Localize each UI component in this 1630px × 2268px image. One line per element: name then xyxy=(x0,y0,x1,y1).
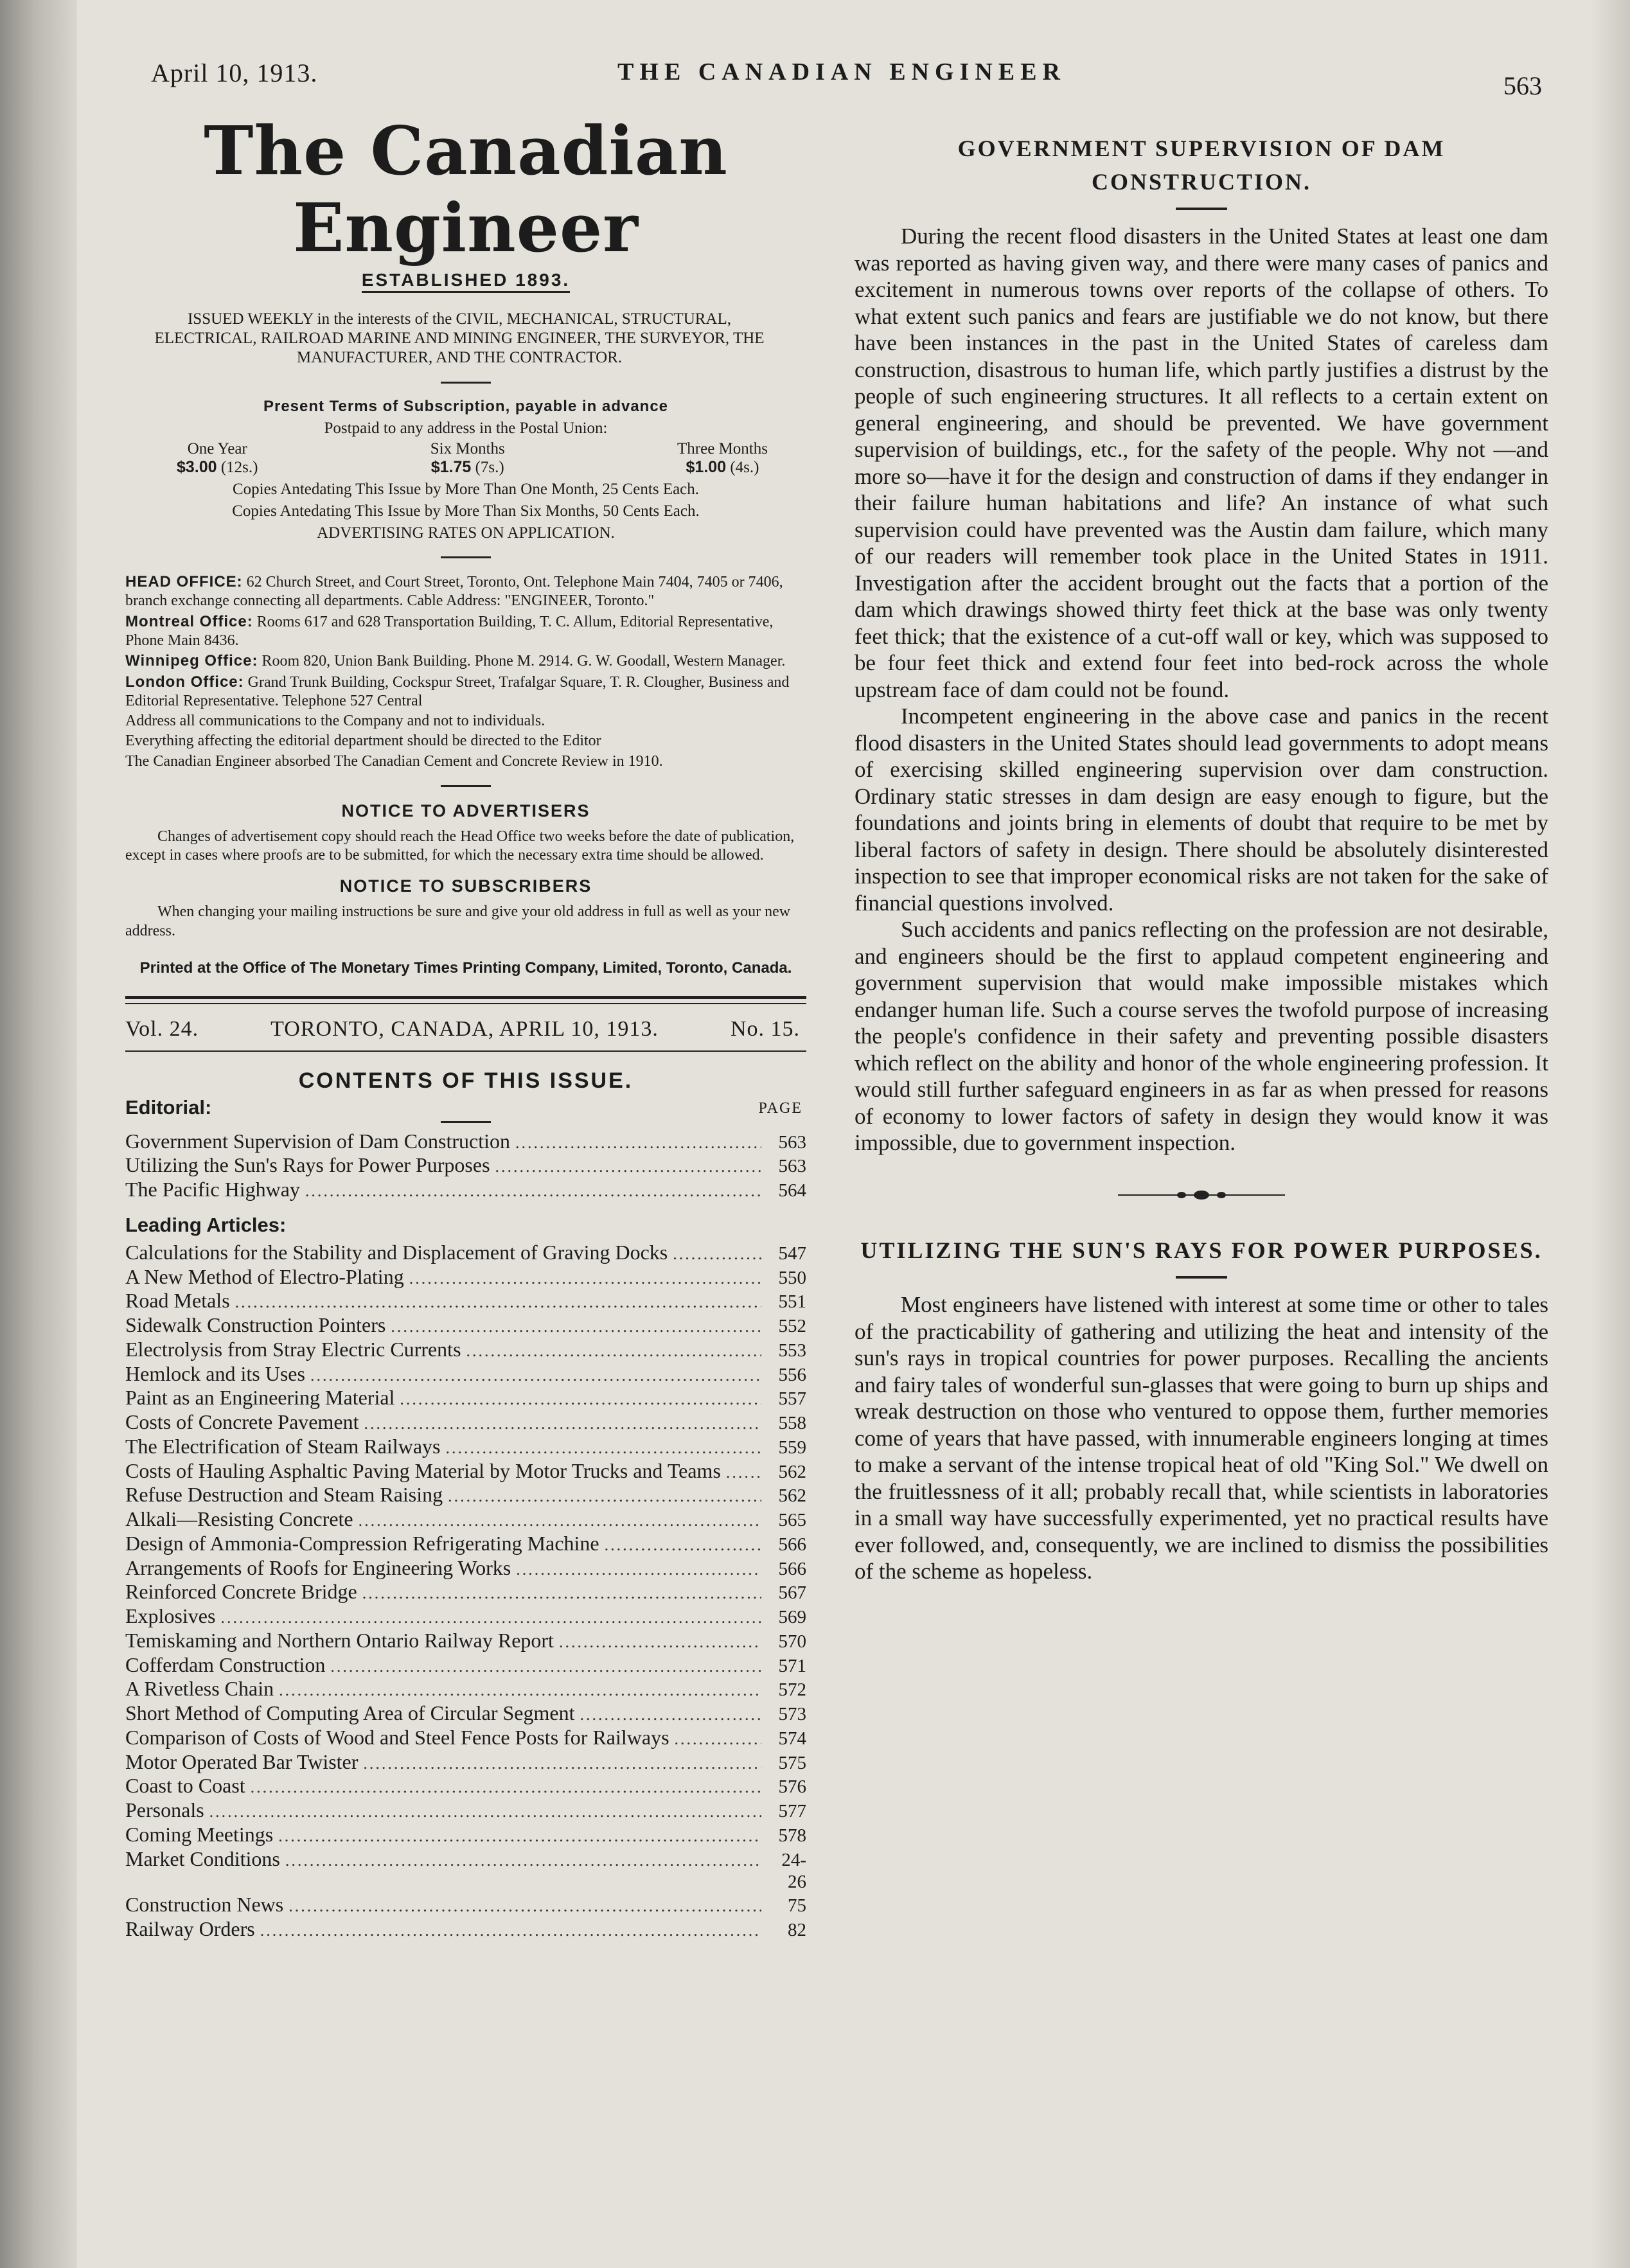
running-head xyxy=(128,54,1555,100)
office-entry: Montreal Office: Rooms 617 and 628 Transportation Building, T. C. Allum, Editorial Representative, Phone Main 8436. xyxy=(125,612,774,649)
notice-subscribers-heading: NOTICE TO SUBSCRIBERS xyxy=(339,876,592,896)
contents-entry-page: 553 xyxy=(778,1340,806,1361)
contents-entry xyxy=(125,1483,806,1507)
contents-entry-page: 562 xyxy=(778,1461,806,1482)
divider xyxy=(441,556,491,558)
contents-entry-page: 563 xyxy=(778,1156,806,1177)
contents-entry xyxy=(125,1823,806,1847)
leader-dots xyxy=(285,1851,761,1871)
contents-entry-page: 564 xyxy=(778,1180,806,1201)
contents-entry-page: 577 xyxy=(778,1801,806,1821)
leader-dots xyxy=(409,1269,761,1289)
contents-entry-title: Utilizing the Sun's Rays for Power Purposes xyxy=(125,1153,490,1177)
leader-dots xyxy=(330,1657,761,1677)
contents-entry xyxy=(125,1917,806,1942)
contents-entry xyxy=(125,1313,806,1338)
contents-entry-title: Calculations for the Stability and Displacement of Graving Docks xyxy=(125,1240,668,1264)
contents-entry-title: Alkali—Resisting Concrete xyxy=(125,1507,353,1530)
contents-entry xyxy=(125,1459,806,1484)
article-body xyxy=(855,223,1548,1156)
double-rule xyxy=(125,996,806,1004)
contents-entry-page: 570 xyxy=(778,1631,806,1652)
contents-entry xyxy=(125,1178,806,1202)
contents-entry-title: Comparison of Costs of Wood and Steel Fence Posts for Railways xyxy=(125,1725,669,1749)
divider xyxy=(1176,208,1227,210)
leading-articles-list xyxy=(125,1241,806,1942)
notice-advertisers-body: Changes of advertisement copy should reach the Head Office two weeks before the date of publication, except in cases where proofs are to be submitted, for which the necessary extra time should be allowed. xyxy=(125,828,795,864)
ornament-divider xyxy=(1118,1189,1285,1201)
book-gutter xyxy=(0,0,77,2268)
leader-dots xyxy=(675,1730,761,1750)
established-line xyxy=(125,270,806,290)
contents-entry-title: Construction News xyxy=(125,1892,284,1916)
contents-entry xyxy=(125,1338,806,1362)
contents-title: CONTENTS OF THIS ISSUE. xyxy=(298,1068,633,1093)
contents-entry-page: 576 xyxy=(778,1776,806,1798)
contents-entry-page: 557 xyxy=(778,1388,806,1410)
contents-entry-title: Refuse Destruction and Steam Raising xyxy=(125,1483,443,1507)
printer-line: Printed at the Office of The Monetary Times Printing Company, Limited, Toronto, Canada. xyxy=(139,959,792,977)
contents-entry-page: 556 xyxy=(778,1364,806,1385)
price-six-months: Six Months $1.75 (7s.) xyxy=(430,440,505,477)
contents-entry xyxy=(125,1750,806,1775)
contents-entry-title: Electrolysis from Stray Electric Currents xyxy=(125,1337,461,1361)
contents-entry-page: 75 xyxy=(788,1895,806,1916)
office-note: Everything affecting the editorial department should be directed to the Editor xyxy=(125,732,601,750)
contents-entry-page: 566 xyxy=(778,1534,806,1555)
contents-entry-title: A Rivetless Chain xyxy=(125,1677,274,1701)
contents-entry-page: 550 xyxy=(778,1267,806,1288)
contents-entry-page: 562 xyxy=(778,1485,806,1507)
contents-entry-page: 573 xyxy=(778,1704,806,1724)
contents-entry xyxy=(125,1847,806,1893)
contents-entry xyxy=(125,1701,806,1726)
contents-entry-page: 569 xyxy=(778,1607,806,1627)
contents-entry xyxy=(125,1410,806,1435)
leader-dots xyxy=(446,1439,762,1458)
article-paragraph: Most engineers have listened with interest at some time or other to tales of the practicability of gathering and utilizing the heat and intensity of the sun's rays in tropical countries for power purposes. Recalling the ancients and fairy tales of wonderful sun-glasses that were going to burn up ships and wreak destruction on those who ventured to oppose them, further memories come of years that have passed, with innumerable engineers longing at times to make a servant of the intense tropical heat of old "King Sol." We dwell on the fruitlessness of it all; probably recall that, while scientists in laboratories in a small way have successfully experimented, yet no practical results have ever followed, and, consequently, we are inclined to dismiss the possibilities of the scheme as hopeless. xyxy=(855,1292,1548,1584)
leader-dots xyxy=(495,1157,761,1177)
postpaid-line: Postpaid to any address in the Postal Union: xyxy=(324,420,608,438)
office-note: Address all communications to the Company and not to individuals. xyxy=(125,713,545,730)
price-three-months: Three Months $1.00 (4s.) xyxy=(677,440,768,477)
leader-dots xyxy=(260,1921,761,1941)
contents-entry-page: 24-26 xyxy=(781,1849,806,1892)
article-heading: UTILIZING THE SUN'S RAYS FOR POWER PURPOSES. xyxy=(860,1237,1543,1263)
contents-entry xyxy=(125,1289,806,1313)
right-column xyxy=(855,132,1548,1585)
contents-entry xyxy=(125,1130,806,1154)
leader-dots xyxy=(310,1366,761,1386)
page-edge xyxy=(1591,0,1630,2268)
contents-entry-title: Sidewalk Construction Pointers xyxy=(125,1313,386,1336)
editorial-contents-list xyxy=(125,1130,806,1202)
leader-dots xyxy=(364,1414,761,1434)
leader-dots xyxy=(288,1897,761,1917)
article-heading: GOVERNMENT SUPERVISION OF DAM CONSTRUCTION. xyxy=(957,136,1446,195)
contents-entry-title: Government Supervision of Dam Construction xyxy=(125,1129,511,1153)
issue-place-date: TORONTO, CANADA, APRIL 10, 1913. xyxy=(270,1016,659,1041)
running-head-title: THE CANADIAN ENGINEER xyxy=(617,58,1066,85)
running-head-date: April 10, 1913. xyxy=(151,58,318,87)
page-number: 563 xyxy=(1503,71,1542,100)
contents-entry-title: Market Conditions xyxy=(125,1847,280,1870)
contents-entry xyxy=(125,1604,806,1629)
leader-dots xyxy=(673,1245,761,1264)
leader-dots xyxy=(279,1681,761,1701)
office-entry: HEAD OFFICE: 62 Church Street, and Court Street, Toronto, Ont. Telephone Main 7404, 7405 or 7406, branch exchange connecting all departments. Cable Address: "ENGINEER, Toronto." xyxy=(125,573,783,610)
article-paragraph: During the recent flood disasters in the United States at least one dam was reported as having given way, and there were many cases of panics and excitement in numerous towns over reports of the collapse of others. To what extent such panics and fears are justifiable we do not know, but there have been instances in the past in the United States of careless dam construction, disastrous to human life, which partly justifies a distrust by the people of such engineering structures. It all reflects to a certain extent on general engineering, and should be prevented. We have government supervision of buildings, etc., for the safety of the people. Why not —and more so—have it for the design and construction of dams if they endanger in their failure human habitations and life? An instance of what such supervision could have prevented was the Austin dam failure, which many of our readers will remember took place in the United States in 1911. Investigation after the accident brought out the facts that a portion of the dam which drawings showed thirty feet thick at the base was only twenty feet thick; that the existence of a cut-off wall or key, which was supposed to be four feet thick and extend four feet into bed-rock across the whole upstream face of dam could not be found. xyxy=(855,224,1548,702)
contents-entry-title: Explosives xyxy=(125,1604,216,1627)
volume-number: Vol. 24. xyxy=(125,1016,199,1041)
leader-dots xyxy=(580,1705,761,1725)
contents-entry-page: 551 xyxy=(778,1291,806,1313)
contents-entry xyxy=(125,1153,806,1178)
leader-dots xyxy=(363,1754,761,1774)
contents-entry xyxy=(125,1241,806,1265)
contents-entry xyxy=(125,1362,806,1386)
contents-entry xyxy=(125,1629,806,1653)
contents-entry-title: Coming Meetings xyxy=(125,1822,274,1846)
leader-dots xyxy=(251,1778,761,1798)
contents-entry-title: Motor Operated Bar Twister xyxy=(125,1750,359,1773)
divider xyxy=(441,382,491,384)
page-column-heading: PAGE xyxy=(758,1099,802,1117)
contents-entry-title: Road Metals xyxy=(125,1289,230,1313)
contents-entry-title: Personals xyxy=(125,1798,204,1821)
contents-entry-title: Hemlock and its Uses xyxy=(125,1361,305,1385)
contents-entry-title: Coast to Coast xyxy=(125,1774,245,1798)
divider xyxy=(1176,1276,1227,1279)
article-paragraph: Such accidents and panics reflecting on the profession are not desirable, and engineers should be the first to applaud competent engineering and government supervision that would make impossible mistakes which endanger human life. Such a course serves the twofold purpose of increasing the people's confidence in their safety and preventing possible disasters which reflect on the ability and honor of the whole engineering profession. It would still further safeguard engineers in as far as when pressed for reasons of economy to lower factors of safety in design they would know it was impossible, due to government inspection. xyxy=(855,917,1548,1156)
leader-dots xyxy=(605,1536,761,1555)
contents-entry-page: 565 xyxy=(778,1510,806,1530)
office-note: The Canadian Engineer absorbed The Canadian Cement and Concrete Review in 1910. xyxy=(125,752,663,770)
issue-number: No. 15. xyxy=(730,1016,800,1041)
issued-statement: ISSUED WEEKLY in the interests of the CIVIL, MECHANICAL, STRUCTURAL, ELECTRICAL, RAILROAD MARINE AND MINING ENGINEER, THE SURVEYOR, THE MANUFACTURER, AND THE CONTRACTOR. xyxy=(154,310,765,367)
contents-entry xyxy=(125,1580,806,1604)
contents-entry xyxy=(125,1386,806,1410)
contents-entry-page: 575 xyxy=(778,1752,806,1773)
contents-entry-title: A New Method of Electro-Plating xyxy=(125,1264,404,1288)
established-text: ESTABLISHED 1893. xyxy=(362,270,570,293)
leader-dots xyxy=(516,1560,761,1580)
divider xyxy=(441,785,491,787)
article-body xyxy=(855,1291,1548,1585)
contents-entry-page: 552 xyxy=(778,1316,806,1336)
leader-dots xyxy=(362,1584,761,1604)
advertising-rates: ADVERTISING RATES ON APPLICATION. xyxy=(317,524,615,542)
leader-dots xyxy=(726,1463,761,1483)
contents-entry-title: Railway Orders xyxy=(125,1917,255,1940)
office-entry: Winnipeg Office: Room 820, Union Bank Building. Phone M. 2914. G. W. Goodall, Western Manager. xyxy=(125,652,786,670)
contents-entry-title: Design of Ammonia-Compression Refrigerating Machine xyxy=(125,1531,599,1555)
contents-entry-title: Short Method of Computing Area of Circular Segment xyxy=(125,1701,575,1724)
leader-dots xyxy=(235,1293,761,1313)
contents-entry xyxy=(125,1435,806,1459)
contents-entry xyxy=(125,1265,806,1289)
contents-entry xyxy=(125,1726,806,1750)
contents-entry xyxy=(125,1532,806,1556)
office-entry: London Office: Grand Trunk Building, Cockspur Street, Trafalgar Square, T. R. Clougher, Business and Editorial Representative. Telephone 527 Central xyxy=(125,673,790,709)
contents-entry-page: 558 xyxy=(778,1413,806,1433)
contents-entry-title: The Electrification of Steam Railways xyxy=(125,1434,441,1458)
editorial-heading: Editorial: xyxy=(125,1095,212,1119)
subscription-prices xyxy=(125,440,806,477)
contents-entry xyxy=(125,1893,806,1917)
contents-entry-page: 563 xyxy=(778,1131,806,1153)
contents-entry-page: 571 xyxy=(778,1655,806,1676)
leader-dots xyxy=(448,1487,761,1507)
leader-dots xyxy=(305,1182,761,1201)
leader-dots xyxy=(515,1133,761,1153)
leader-dots xyxy=(559,1633,761,1652)
notice-advertisers-heading: NOTICE TO ADVERTISERS xyxy=(341,801,590,820)
contents-entry xyxy=(125,1556,806,1581)
contents-entry-page: 574 xyxy=(778,1728,806,1749)
leader-dots xyxy=(209,1802,761,1822)
leader-dots xyxy=(220,1608,761,1628)
contents-entry-title: Arrangements of Roofs for Engineering Works xyxy=(125,1555,511,1579)
left-column xyxy=(125,112,806,1941)
office-listing xyxy=(125,572,806,771)
subscription-heading: Present Terms of Subscription, payable in advance xyxy=(263,398,669,416)
contents-entry-title: Paint as an Engineering Material xyxy=(125,1386,395,1410)
contents-entry-page: 82 xyxy=(788,1919,806,1940)
contents-entry xyxy=(125,1774,806,1798)
contents-entry-title: Cofferdam Construction xyxy=(125,1652,326,1676)
contents-entry-title: Temiskaming and Northern Ontario Railway Report xyxy=(125,1628,554,1652)
contents-entry-page: 567 xyxy=(778,1582,806,1604)
leading-articles-heading: Leading Articles: xyxy=(125,1213,287,1236)
volume-line xyxy=(125,1004,806,1050)
thin-rule xyxy=(125,1050,806,1052)
contents-entry-title: Costs of Concrete Pavement xyxy=(125,1410,359,1433)
leader-dots xyxy=(391,1317,761,1337)
contents-entry-title: Costs of Hauling Asphaltic Paving Material by Motor Trucks and Teams xyxy=(125,1458,721,1482)
leader-dots xyxy=(466,1342,761,1361)
contents-entry-page: 559 xyxy=(778,1437,806,1458)
leader-dots xyxy=(359,1511,761,1531)
notice-subscribers-body: When changing your mailing instructions be sure and give your old address in full as well as your new address. xyxy=(125,903,791,939)
contents-entry xyxy=(125,1798,806,1823)
divider xyxy=(441,1121,491,1123)
contents-entry-page: 566 xyxy=(778,1558,806,1579)
contents-entry-title: The Pacific Highway xyxy=(125,1178,300,1201)
contents-entry-page: 547 xyxy=(778,1243,806,1264)
leader-dots xyxy=(278,1827,761,1847)
contents-entry xyxy=(125,1653,806,1678)
contents-entry-page: 578 xyxy=(778,1825,806,1846)
copies-one-month: Copies Antedating This Issue by More Than One Month, 25 Cents Each. xyxy=(232,481,700,499)
contents-entry xyxy=(125,1677,806,1701)
copies-six-months: Copies Antedating This Issue by More Than Six Months, 50 Cents Each. xyxy=(232,502,700,520)
price-one-year: One Year $3.00 (12s.) xyxy=(177,440,258,477)
leader-dots xyxy=(400,1390,761,1410)
article-paragraph: Incompetent engineering in the above case and panics in the recent flood disasters in the United States should lead governments to adopt means of exercising skilled engineering supervision over dam construction. Ordinary static stresses in dam design are easy enough to figure, but the foundations and joints bring in elements of doubt that require to be met by liberal factors of safety in design. There should be absolutely disinterested inspection to see that improper economical risks are not taken for the sake of financial questions involved. xyxy=(855,704,1548,916)
contents-entry-title: Reinforced Concrete Bridge xyxy=(125,1580,357,1604)
contents-entry-page: 572 xyxy=(778,1679,806,1701)
masthead-title: The Canadian Engineer xyxy=(204,111,728,267)
contents-entry xyxy=(125,1507,806,1532)
